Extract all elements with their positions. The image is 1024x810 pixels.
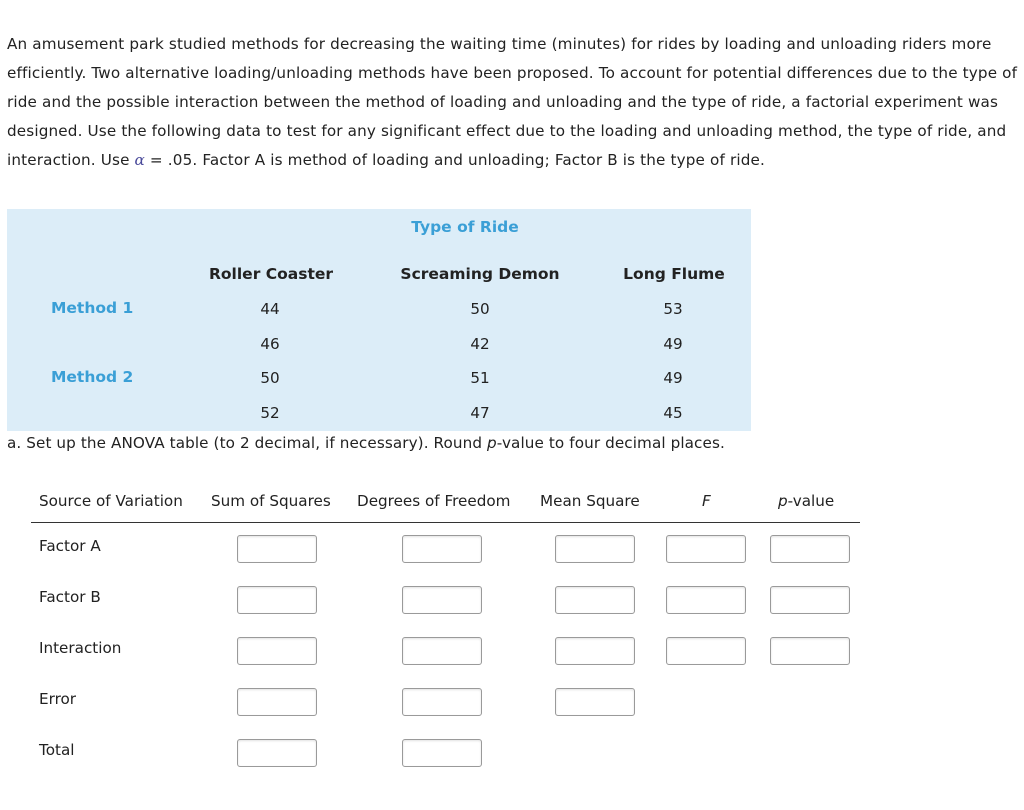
data-cell: 47	[470, 404, 490, 422]
anova-row-label-factor-b: Factor B	[39, 588, 101, 606]
part-a-suffix: -value to four decimal places.	[496, 434, 725, 452]
problem-text-after-alpha: = .05. Factor A is method of loading and unloading; Factor B is the type of ride.	[144, 151, 765, 169]
anova-row-label-factor-a: Factor A	[39, 537, 101, 555]
column-header-screaming-demon: Screaming Demon	[400, 265, 560, 283]
anova-header-f: F	[702, 492, 711, 510]
anova-header-mean-square: Mean Square	[540, 492, 640, 510]
factor-b-p-value-input[interactable]	[770, 586, 850, 614]
anova-row-label-interaction: Interaction	[39, 639, 122, 657]
part-a-p-italic: p	[487, 434, 497, 452]
factor-a-ms-input[interactable]	[555, 535, 635, 563]
interaction-ms-input[interactable]	[555, 637, 635, 665]
anova-header-p-italic: p	[778, 492, 788, 510]
row-header-method-1: Method 1	[51, 299, 134, 317]
anova-row-label-total: Total	[39, 741, 75, 759]
anova-header-rule	[31, 522, 860, 523]
interaction-f-input[interactable]	[666, 637, 746, 665]
factor-b-ss-input[interactable]	[237, 586, 317, 614]
data-cell: 46	[260, 335, 280, 353]
data-cell: 49	[663, 369, 683, 387]
part-a-prefix: a. Set up the ANOVA table (to 2 decimal, if necessary). Round	[7, 434, 488, 452]
alpha-symbol: α	[134, 151, 145, 169]
data-cell: 42	[470, 335, 490, 353]
factor-b-ms-input[interactable]	[555, 586, 635, 614]
part-a-instruction	[7, 432, 725, 454]
interaction-df-input[interactable]	[402, 637, 482, 665]
factor-a-df-input[interactable]	[402, 535, 482, 563]
factor-b-df-input[interactable]	[402, 586, 482, 614]
factor-b-f-input[interactable]	[666, 586, 746, 614]
factor-a-ss-input[interactable]	[237, 535, 317, 563]
data-cell: 50	[260, 369, 280, 387]
data-cell: 53	[663, 300, 683, 318]
data-cell: 51	[470, 369, 490, 387]
data-cell: 45	[663, 404, 683, 422]
row-header-method-2: Method 2	[51, 368, 134, 386]
data-cell: 49	[663, 335, 683, 353]
error-df-input[interactable]	[402, 688, 482, 716]
anova-header-degrees-of-freedom: Degrees of Freedom	[357, 492, 511, 510]
problem-statement	[7, 30, 1021, 175]
interaction-p-value-input[interactable]	[770, 637, 850, 665]
data-table-panel	[7, 209, 751, 431]
column-header-long-flume: Long Flume	[623, 265, 725, 283]
total-ss-input[interactable]	[237, 739, 317, 767]
anova-header-sum-of-squares: Sum of Squares	[211, 492, 331, 510]
data-table-title: Type of Ride	[411, 218, 519, 236]
anova-row-label-error: Error	[39, 690, 77, 708]
data-cell: 52	[260, 404, 280, 422]
anova-header-p-rest: -value	[787, 492, 835, 510]
anova-header-p-value	[778, 492, 834, 510]
problem-text-before-alpha: An amusement park studied methods for decreasing the waiting time (minutes) for rides by loading and unloading riders more efficiently. Two alternative loading/unloading methods have been proposed. To account for potential differences due to the type of ride and the possible interaction between the method of loading and unloading and the type of ride, a factorial experiment was designed. Use the following data to test for any significant effect due to the loading and unloading method, the type of ride, and interaction. Use	[7, 35, 1018, 169]
factor-a-p-value-input[interactable]	[770, 535, 850, 563]
data-cell: 50	[470, 300, 490, 318]
column-header-roller-coaster: Roller Coaster	[208, 265, 334, 283]
anova-header-source: Source of Variation	[39, 492, 183, 510]
total-df-input[interactable]	[402, 739, 482, 767]
error-ms-input[interactable]	[555, 688, 635, 716]
factor-a-f-input[interactable]	[666, 535, 746, 563]
interaction-ss-input[interactable]	[237, 637, 317, 665]
error-ss-input[interactable]	[237, 688, 317, 716]
data-cell: 44	[260, 300, 280, 318]
